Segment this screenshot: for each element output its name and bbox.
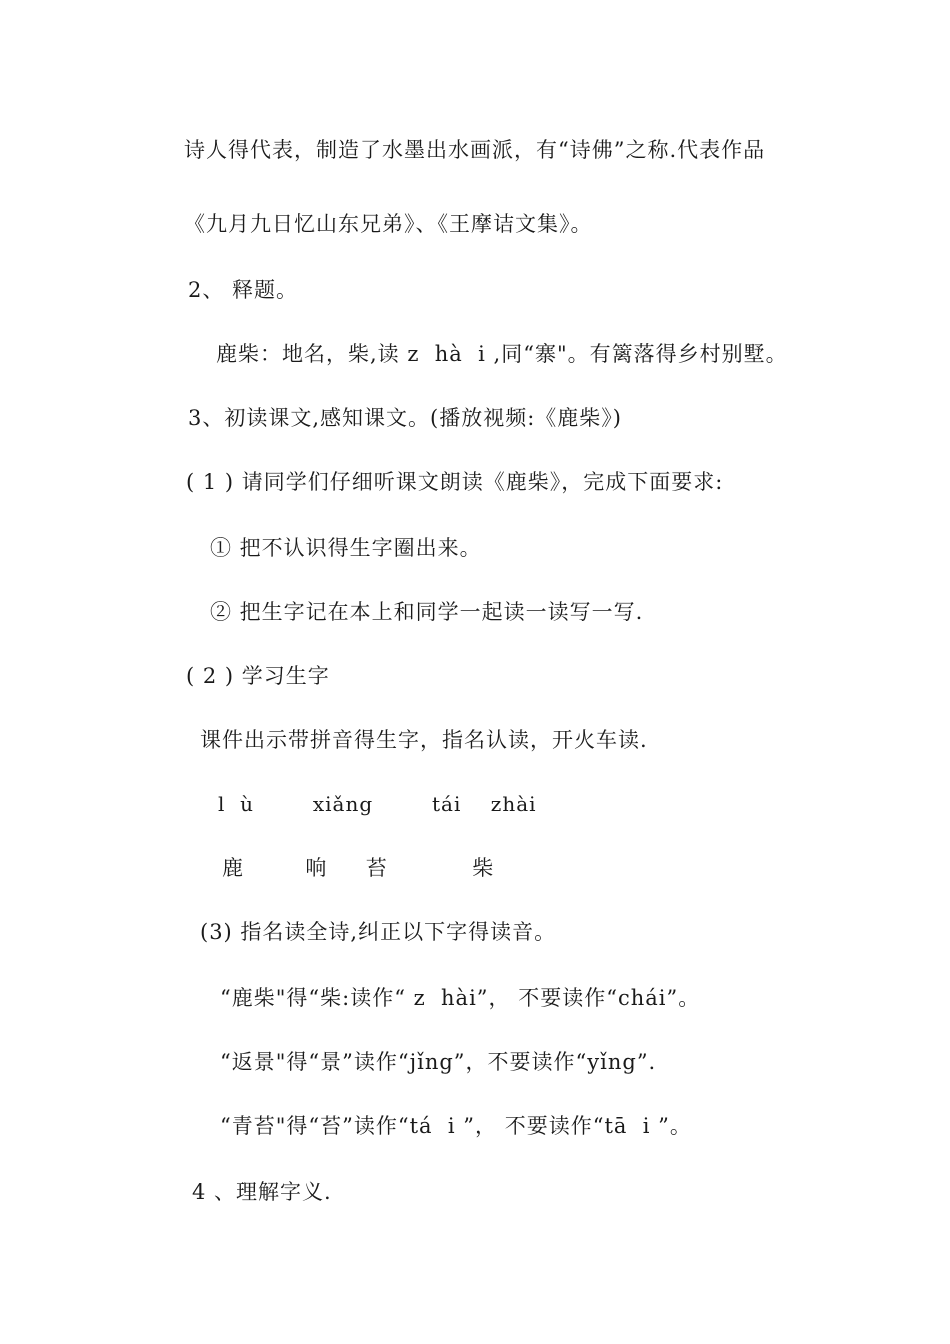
subsection-2: ( 2 ) 学习生字 (186, 664, 330, 688)
subsection-1: ( 1 ) 请同学们仔细听课文朗读《鹿柴》，完成下面要求: (186, 470, 724, 494)
hanzi-row: 鹿 响 苔 柴 (222, 856, 495, 880)
section-heading-3: 3、初读课文,感知课文。(播放视频:《鹿柴》) (188, 406, 622, 430)
text-line-definition: 鹿柴：地名，柴,读 z hà i ,同“寨"。有篱落得乡村别墅。 (216, 342, 788, 366)
pronunciation-note-3: “青苔"得“苔”读作“tá i ”， 不要读作“tā i ”。 (220, 1114, 692, 1138)
pronunciation-note-2: “返景"得“景”读作“jǐng”，不要读作“yǐng”. (220, 1050, 657, 1074)
text-line-courseware: 课件出示带拼音得生字，指名认读，开火车读. (200, 728, 648, 752)
subsection-3: (3) 指名读全诗,纠正以下字得读音。 (200, 920, 557, 944)
section-heading-2: 2、 释题。 (188, 278, 299, 302)
text-line-1: 诗人得代表，制造了水墨出水画派，有“诗佛”之称.代表作品 (184, 138, 766, 162)
pinyin-row: l ù xiǎng tái zhài (218, 792, 537, 816)
list-item-2: ② 把生字记在本上和同学一起读一读写一写. (210, 600, 644, 624)
pronunciation-note-1: “鹿柴"得“柴:读作“ z hài”， 不要读作“chái”。 (220, 986, 701, 1010)
list-item-1: ① 把不认识得生字圈出来。 (210, 536, 482, 560)
section-heading-4: 4 、理解字义. (192, 1180, 332, 1204)
text-line-2: 《九月九日忆山东兄弟》、《王摩诘文集》。 (184, 212, 593, 236)
